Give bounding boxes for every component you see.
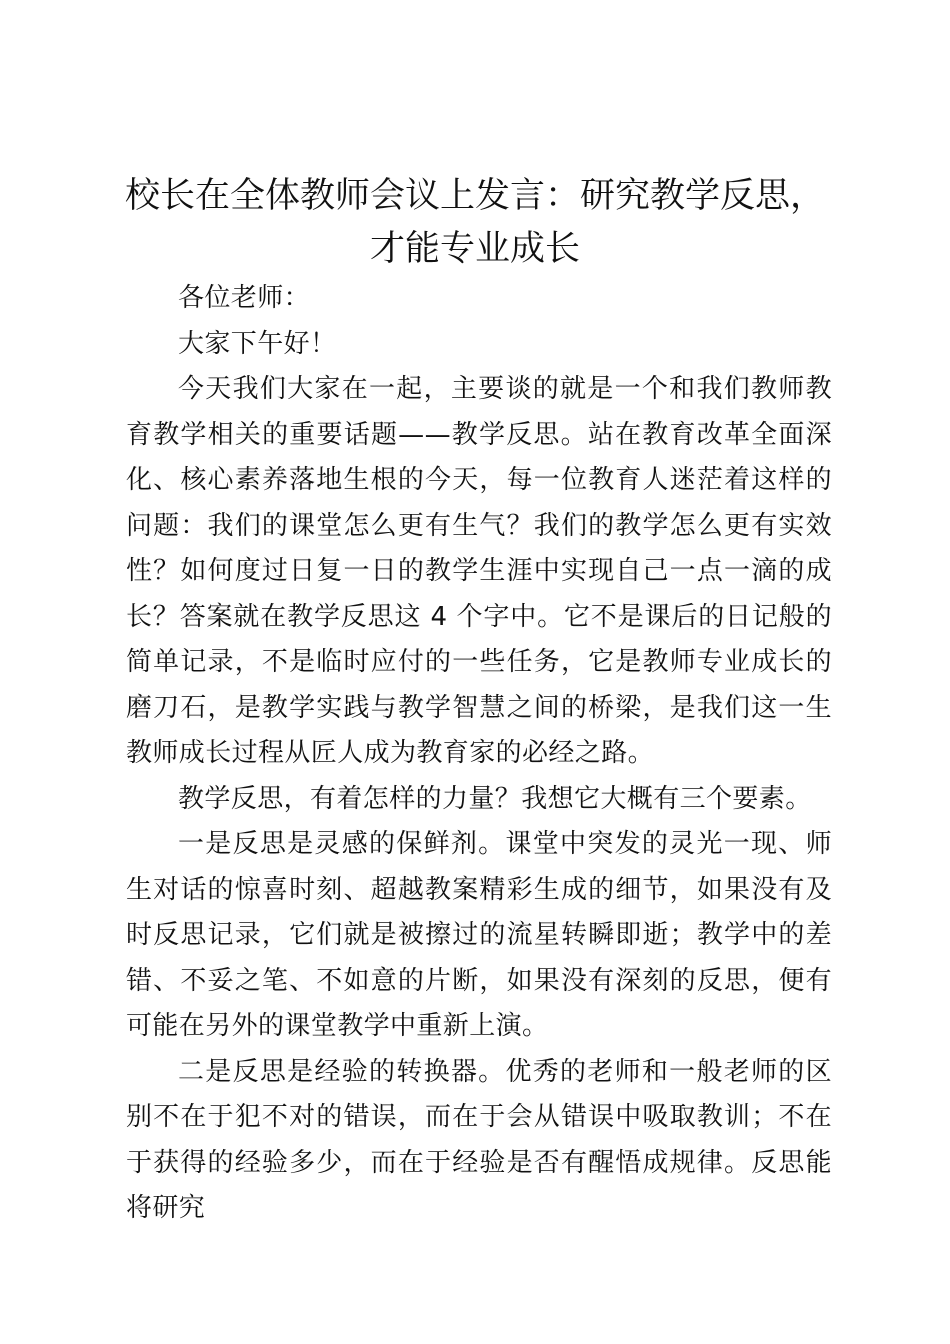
paragraph-point-one: 一是反思是灵感的保鲜剂。课堂中突发的灵光一现、师生对话的惊喜时刻、超越教案精彩生成的细节，如果没有及时反思记录，它们就是被擦过的流星转瞬即逝；教学中的差错、不妥之笔、不如意的片断，如果没有深刻的反思，便有可能在另外的课堂教学中重新上演。 (126, 829, 832, 1041)
salutation: 各位老师： (178, 283, 311, 313)
paragraph-intro: 今天我们大家在一起，主要谈的就是一个和我们教师教育教学相关的重要话题——教学反思。站在教育改革全面深化、核心素养落地生根的今天，每一位教育人迷茫着这样的问题：我们的课堂怎么更有生气？我们的教学怎么更有实效性？如何度过日复一日的教学生涯中实现自己一点一滴的成长？答案就在教学反思这 4 个字中。它不是课后的日记般的简单记录，不是临时应付的一些任务，它是教师专业成长的磨刀石，是教学实践与教学智慧之间的桥梁，是我们这一生教师成长过程从匠人成为教育家的必经之路。 (126, 374, 832, 768)
greeting: 大家下午好！ (178, 328, 337, 359)
document-title: 校长在全体教师会议上发言：研究教学反思，才能专业成长 (124, 176, 825, 269)
paragraph-question: 教学反思，有着怎样的力量？我想它大概有三个要素。 (178, 783, 812, 814)
document-body (126, 276, 832, 1232)
paragraph-point-two: 二是反思是经验的转换器。优秀的老师和一般老师的区别不在于犯不对的错误，而在于会从错误中吸取教训；不在于获得的经验多少，而在于经验是否有醒悟成规律。反思能将研究 (126, 1056, 832, 1223)
